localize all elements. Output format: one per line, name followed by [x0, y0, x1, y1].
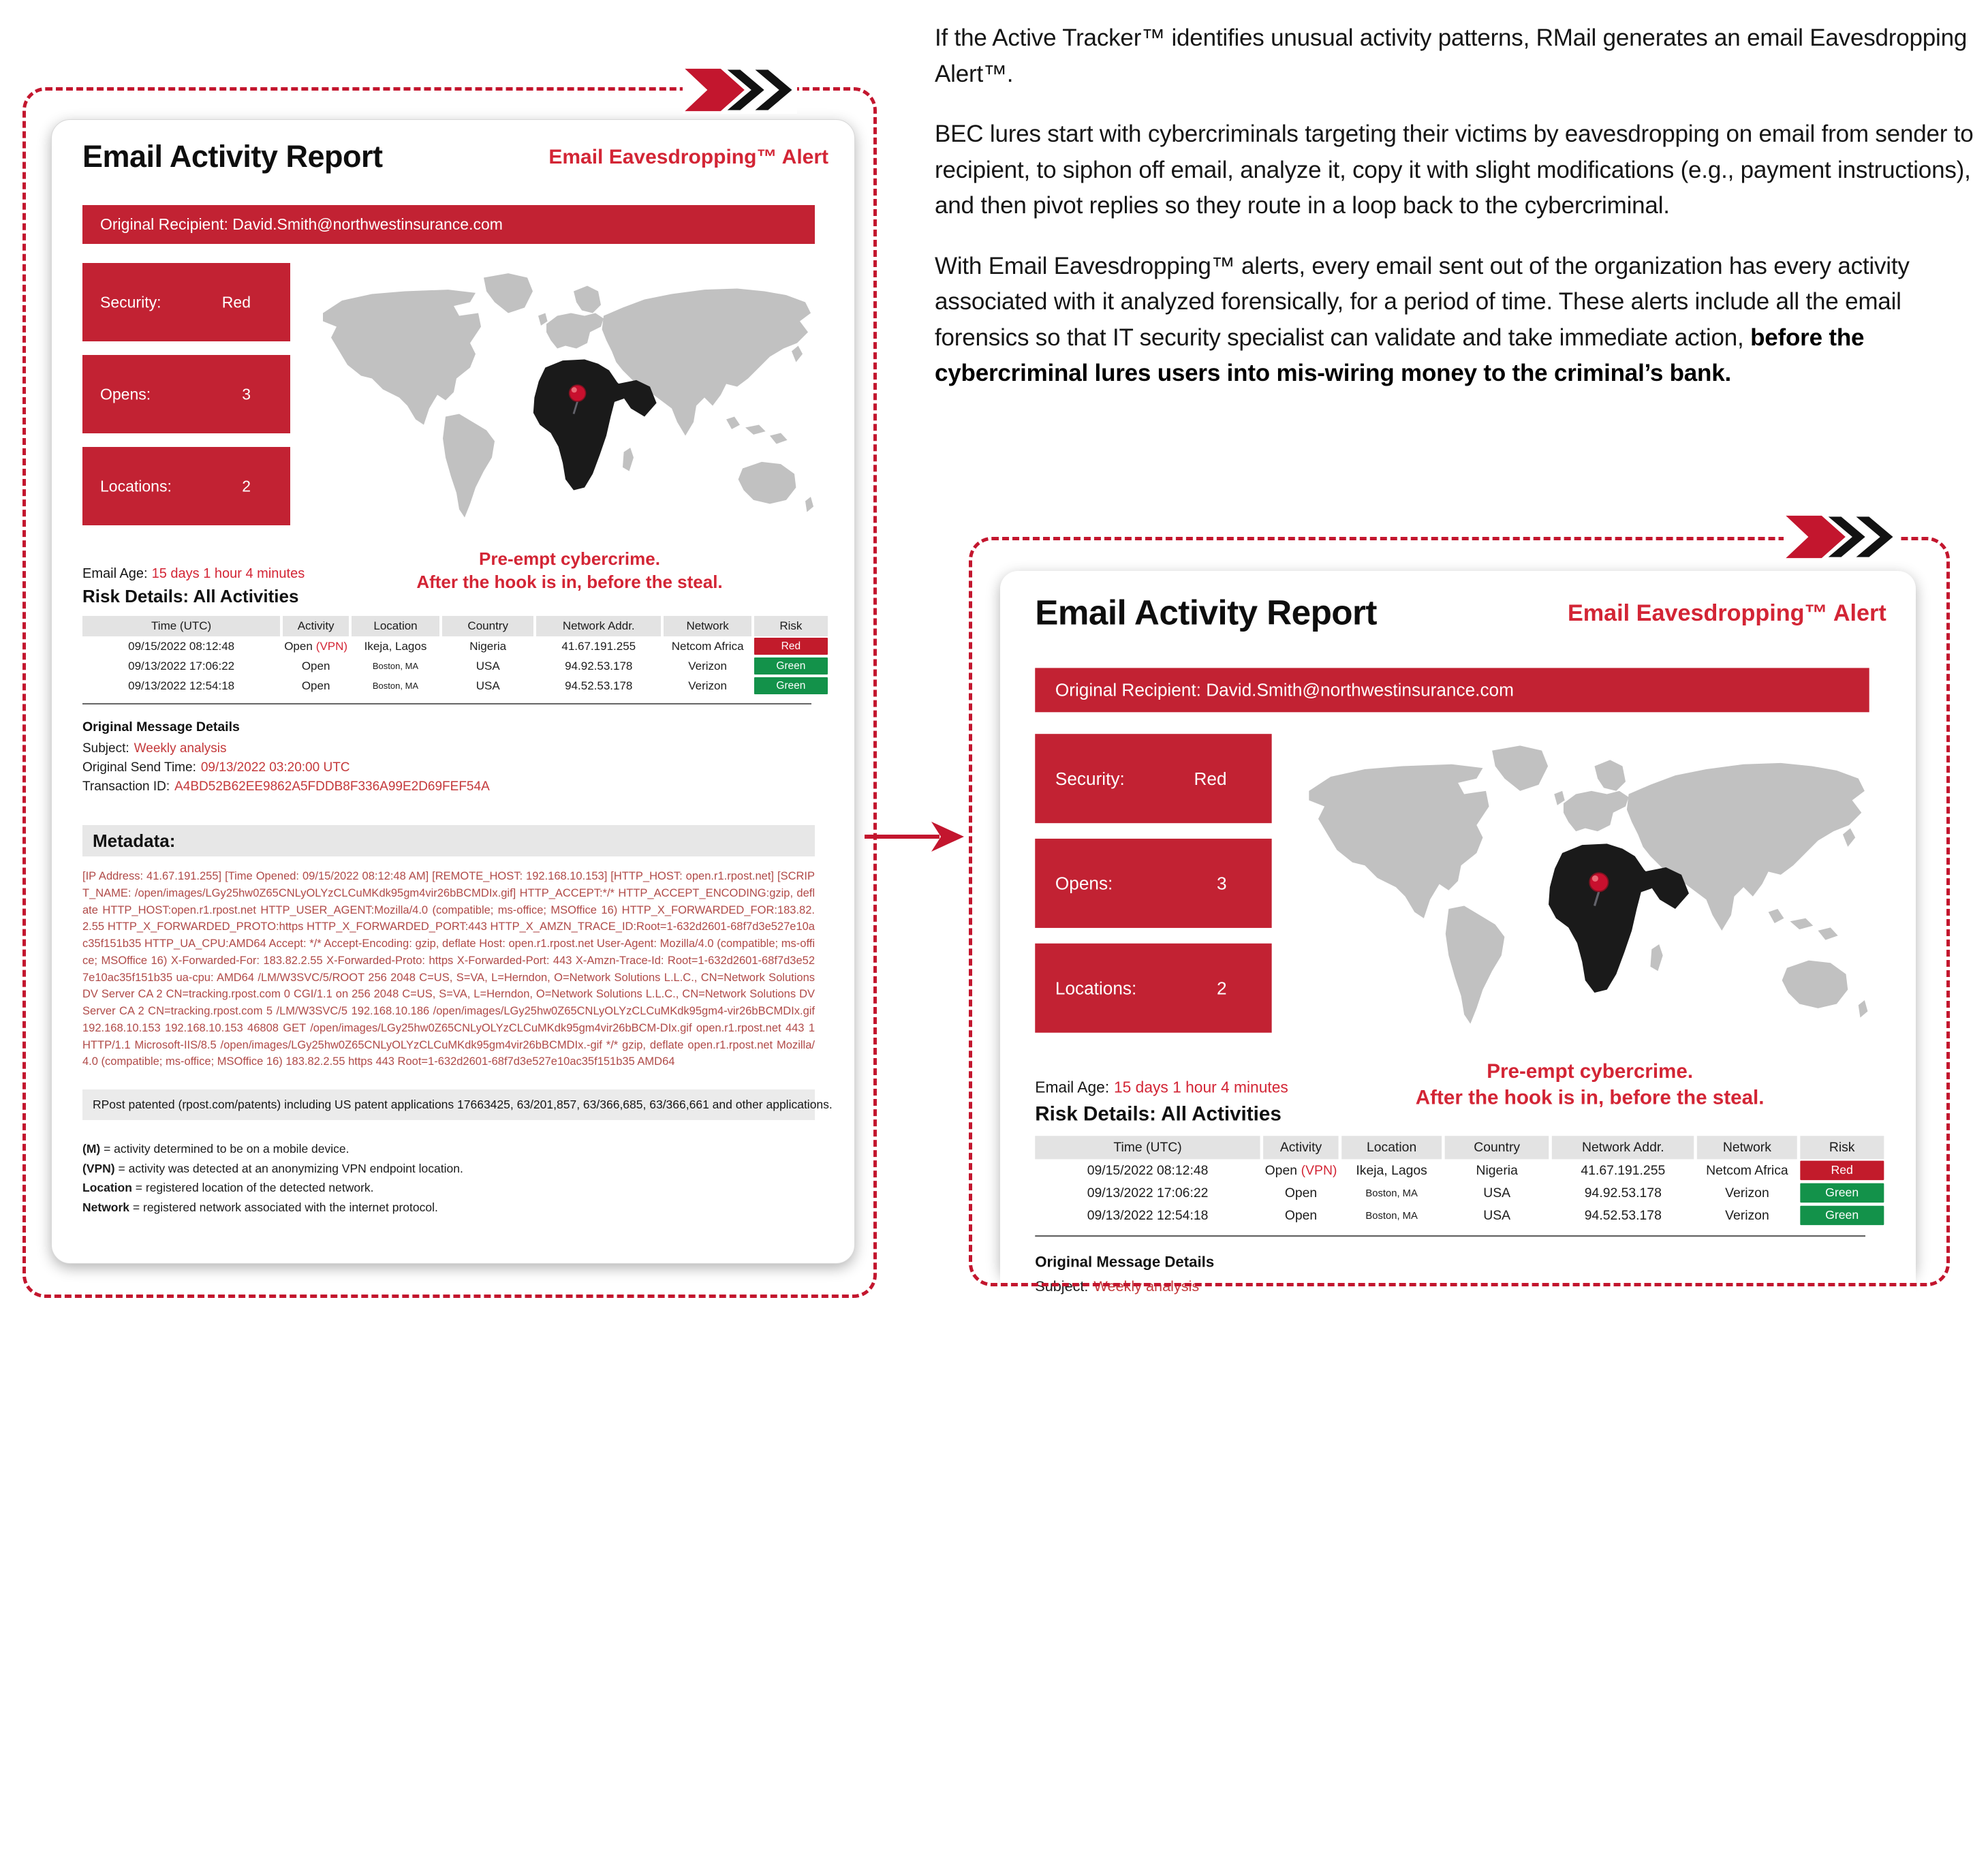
activity-table [1035, 1136, 1869, 1226]
email-age: Email Age: 15 days 1 hour 4 minutes [1035, 1079, 1288, 1097]
metadata-heading: Metadata: [82, 825, 815, 856]
divider [1035, 1235, 1865, 1237]
email-activity-report-card [51, 119, 855, 1264]
paragraph-bold-text: before the cybercriminal lures users into mis-wiring money to the criminal’s bank. [935, 324, 1865, 386]
tagline [311, 548, 828, 594]
world-map [290, 253, 835, 542]
divider [82, 703, 811, 704]
email-age [82, 566, 305, 582]
vpn-flag: (VPN) [1301, 1163, 1337, 1178]
vpn-flag: (VPN) [315, 640, 348, 653]
eavesdropping-alert-label: Email Eavesdropping™ Alert [1568, 600, 1886, 626]
report-title: Email Activity Report [1035, 592, 1377, 632]
col-header-activity: Activity [283, 616, 349, 636]
cell-risk [754, 638, 828, 655]
cell-activity: Open (VPN) [284, 640, 348, 653]
risk-badge: Red [1800, 1161, 1883, 1180]
table-row: 09/13/2022 17:06:22 Open Boston, MA USA 94.92.53.178 Verizon Green [1035, 1181, 1869, 1204]
footnote-vpn: (VPN) = activity was detected at an anonymizing VPN endpoint location. [82, 1161, 463, 1175]
flow-arrow-icon [863, 819, 966, 854]
col-header-risk: Risk [754, 616, 828, 636]
transaction-id-value: A4BD52B62EE9862A5FDDB8F336A99E2D69FEF54A [174, 779, 490, 794]
cell-country: USA [476, 679, 500, 692]
email-age-label: Email Age: [82, 566, 148, 581]
opens-value: 3 [242, 385, 251, 403]
locations-stat-box [82, 447, 290, 525]
col-header-network-addr: Network Addr. [536, 616, 661, 636]
locations-stat-box: Locations: 2 [1035, 944, 1271, 1033]
subject-label: Subject: [82, 741, 129, 756]
transaction-id-line [82, 779, 490, 794]
risk-details-heading: Risk Details: All Activities [1035, 1102, 1282, 1126]
tagline-line-2: After the hook is in, before the steal. [416, 571, 723, 592]
email-age-value: 15 days 1 hour 4 minutes [151, 566, 305, 581]
original-message-details-heading: Original Message Details [1035, 1254, 1215, 1271]
risk-badge: Red [754, 638, 828, 655]
opens-label: Opens: [100, 385, 151, 403]
cell-network: Netcom Africa [671, 640, 744, 653]
locations-value: 2 [242, 477, 251, 495]
send-time-value: 09/13/2022 03:20:00 UTC [200, 760, 350, 775]
cell-network: Verizon [688, 660, 727, 672]
footnote-network: Network = registered network associated with the internet protocol. [82, 1200, 438, 1214]
subject-line: Subject: Weekly analysis [1035, 1278, 1200, 1295]
original-recipient-banner: Original Recipient: David.Smith@northwestinsurance.com [1035, 668, 1869, 712]
risk-details-heading: Risk Details: All Activities [82, 586, 299, 606]
card-header [1035, 593, 1886, 633]
security-stat-box: Security: Red [1035, 734, 1271, 823]
col-header-time: Time (UTC) [82, 616, 280, 636]
table-header-row [82, 616, 815, 636]
email-activity-report-card-zoomed [1000, 571, 1916, 1295]
cell-location: Ikeja, Lagos [364, 640, 427, 653]
send-time-label: Original Send Time: [82, 760, 196, 775]
metadata-text: [IP Address: 41.67.191.255] [Time Opened: 09/15/2022 08:12:48 AM] [REMOTE_HOST: 192.168.10.153] [HTTP_HOST: open.r1.rpost.net] [SCRIPT_NAME: /open/images/LGy25hw0Z65CNLyOLYzCLCuMKdk95gm4vir26bBCMDIx.gif] HTTP_ACCEPT:*/* HTTP_ACCEPT_ENCODING:gzip, deflate HTTP_HOST:open.r1.rpost.net HTTP_USER_AGENT:Mozilla/4.0 (compatible; ms-office; MSOffice 16) HTTP_X_FORWARDED_FOR:183.82.2.55 HTTP_X_FORWARDED_PROTO:https HTTP_X_FORWARDED_PORT:443 HTTP_X_AMZN_TRACE_ID:Root=1-632d2601-68f7d3e527e10ac35f151b35 HTTP_UA_CPU:AMD64 Accept: */* Accept-Encoding: gzip, deflate Host: open.r1.rpost.net User-Agent: Mozilla/4.0 (compatible; ms-office; MSOffice 16) X-Forwarded-For: 183.82.2.55 X-Forwarded-Proto: https X-Forwarded-Port: 443 X-Amzn-Trace-Id: Root=1-632d2601-68f7d3e527e10ac35f151b35 ua-cpu: AMD64 /LM/W3SVC/5/ROOT 256 2048 C=US, S=VA, L=Herndon, O=Network Solutions L.L.C., CN=Network Solutions DV Server CA 2 CN=tracking.rpost.com 0 CGI/1.1 on 256 2048 C=US, S=VA, L=Herndon, O=Network Solutions L.L.C., CN=Network Solutions DV Server CA 2 CN=tracking.rpost.com 5 /LM/W3SVC/5 192.168.10.186 /open/images/LGy25hw0Z65CNLyOLYzCLCuMKdk95gm4-vir26bBCMDIx.gif 192.168.10.153 192.168.10.153 46808 GET /open/images/LGy25hw0Z65CNLyOLYzCLCuMKdk95gm4vir26bBCM-DIx.gif open.r1.rpost.net 443 1 HTTP/1.1 Microsoft-IIS/8.5 /open/images/LGy25hw0Z65CNLyOLYzCLCuMKdk95gm4vir26bBCMDIx.-gif */* gzip, deflate open.r1.rpost.net Mozilla/4.0 (compatible; ms-office; MSOffice 16) 183.82.2.55 https 443 Root=1-632d2601-68f7d3e527e10ac35f151b35 AMD64 [82, 870, 815, 1068]
subject-value: Weekly analysis [134, 741, 227, 756]
world-map [1272, 722, 1893, 1052]
table-row: 09/13/2022 12:54:18 Open Boston, MA USA 94.52.53.178 Verizon Green [1035, 1204, 1869, 1226]
tagline-line-1: Pre-empt cybercrime. [479, 548, 660, 569]
cell-location: Boston, MA [372, 661, 419, 671]
card-header [82, 139, 828, 174]
risk-badge: Green [1800, 1206, 1883, 1225]
cell-time: 09/13/2022 12:54:18 [128, 679, 235, 692]
chevron-forward-icon [683, 66, 797, 114]
footnote-mobile: (M) = activity determined to be on a mobile device. [82, 1142, 350, 1156]
col-header-country: Country [442, 616, 533, 636]
table-row [82, 656, 815, 676]
cell-activity: Open [301, 679, 330, 692]
opens-stat-box: Opens: 3 [1035, 839, 1271, 928]
risk-badge: Green [754, 677, 828, 694]
risk-badge: Green [754, 657, 828, 675]
table-row [82, 636, 815, 656]
legend-footnotes [82, 1139, 463, 1217]
cell-country: Nigeria [469, 640, 507, 653]
original-recipient-banner: Original Recipient: David.Smith@northwestinsurance.com [82, 205, 815, 244]
original-message-details-heading: Original Message Details [82, 719, 240, 734]
footnote-location: Location = registered location of the detected network. [82, 1181, 374, 1195]
chevron-forward-icon [1784, 513, 1898, 561]
paragraph-eavesdropping-alerts [935, 249, 1981, 392]
table-row [82, 676, 815, 696]
subject-line [82, 741, 227, 756]
report-title: Email Activity Report [82, 139, 383, 174]
opens-stat-box [82, 355, 290, 433]
cell-network-addr: 94.52.53.178 [565, 679, 633, 692]
eavesdropping-alert-label: Email Eavesdropping™ Alert [548, 146, 828, 168]
activity-table [82, 616, 815, 696]
cell-risk [754, 677, 828, 694]
col-header-network: Network [664, 616, 751, 636]
cell-network: Verizon [688, 679, 727, 692]
locations-label: Locations: [100, 477, 172, 495]
col-header-location: Location [352, 616, 439, 636]
security-label: Security: [100, 293, 161, 311]
patent-notice: RPost patented (rpost.com/patents) including US patent applications 17663425, 63/201,857, 63/366,685, 63/366,661 and other applications. [82, 1089, 815, 1120]
cell-location: Boston, MA [372, 681, 419, 691]
table-header-row: Time (UTC) Activity Location Country Network Addr. Network Risk [1035, 1136, 1869, 1159]
cell-network-addr: 94.92.53.178 [565, 660, 633, 672]
tagline: Pre-empt cybercrime. After the hook is in, before the steal. [1415, 1059, 1765, 1109]
send-time-line [82, 760, 350, 775]
marketing-copy [935, 20, 1981, 416]
paragraph-bec-lures: BEC lures start with cybercriminals targeting their victims by eavesdropping on email from sender to recipient, to siphon off email, analyze it, copy it with slight modifications (e.g., payment instructions), and then pivot replies so they route in a loop back to the cybercriminal. [935, 121, 1974, 219]
security-value: Red [221, 293, 251, 311]
cell-time: 09/15/2022 08:12:48 [128, 640, 235, 653]
cell-time: 09/13/2022 17:06:22 [128, 660, 235, 672]
cell-network-addr: 41.67.191.255 [561, 640, 636, 653]
risk-badge: Green [1800, 1183, 1883, 1203]
paragraph-normal-text: With Email Eavesdropping™ alerts, every email sent out of the organization has every activity associated with it analyzed forensically, for a period of time. These alerts include all the email forensics so that IT security specialist can validate and take immediate action, [935, 252, 1910, 351]
cell-activity: Open [301, 660, 330, 672]
cell-risk [754, 657, 828, 675]
paragraph-active-tracker: If the Active Tracker™ identifies unusual activity patterns, RMail generates an email Eavesdropping Alert™. [935, 25, 1968, 87]
table-row: 09/15/2022 08:12:48 Open (VPN) Ikeja, Lagos Nigeria 41.67.191.255 Netcom Africa Red [1035, 1159, 1869, 1181]
security-stat-box [82, 263, 290, 341]
cell-country: USA [476, 660, 500, 672]
transaction-id-label: Transaction ID: [82, 779, 170, 794]
